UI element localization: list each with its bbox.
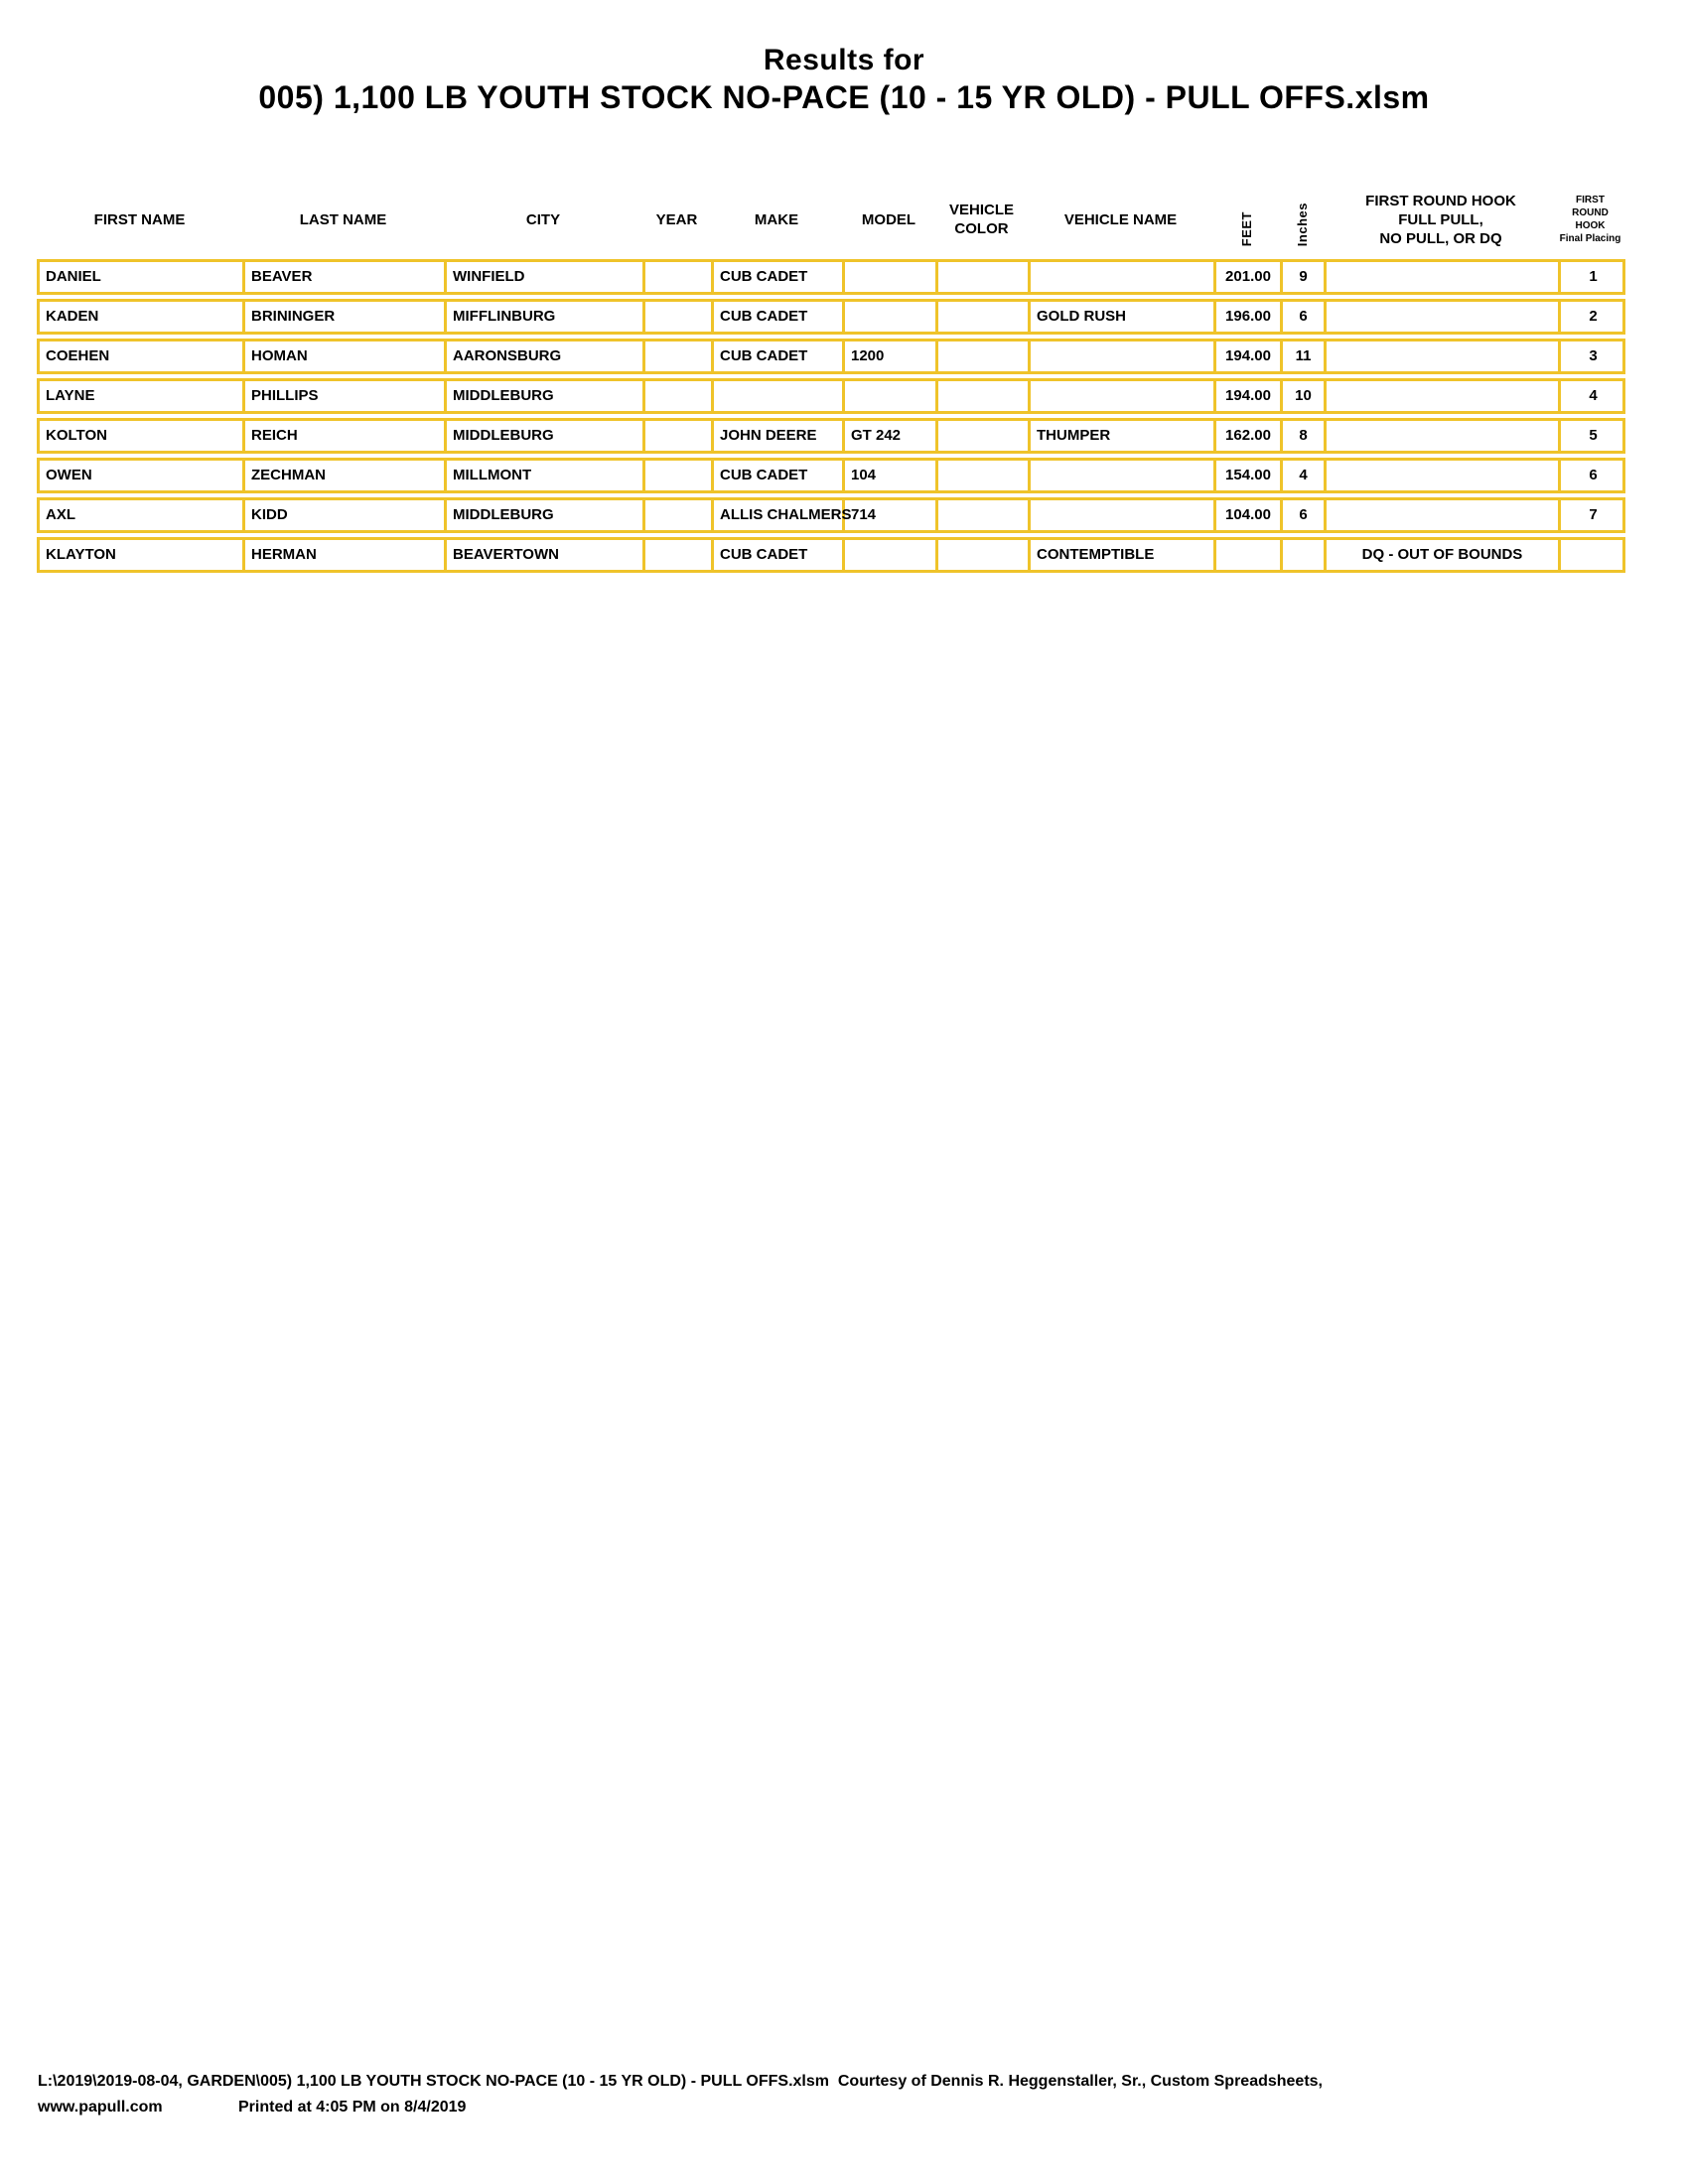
column-header-label: MODEL [861, 210, 916, 228]
cell-first_round_hook: DQ - OUT OF BOUNDS [1327, 540, 1561, 570]
table-row-3 [37, 339, 1625, 374]
cell-vehicle_color [938, 341, 1031, 371]
cell-first_name: KLAYTON [40, 540, 245, 570]
footer-printed-timestamp: Printed at 4:05 PM on 8/4/2019 [238, 2099, 467, 2116]
cell-city: MILLMONT [447, 461, 645, 490]
cell-model [845, 381, 938, 411]
column-header-label: MAKE [754, 210, 799, 228]
cell-last_name: REICH [245, 421, 447, 451]
cell-first_name: LAYNE [40, 381, 245, 411]
column-header-label: HOOK [1575, 220, 1606, 231]
cell-inches: 10 [1283, 381, 1327, 411]
cell-first_name: AXL [40, 500, 245, 530]
cell-first_name: KOLTON [40, 421, 245, 451]
cell-final_placing [1561, 540, 1625, 570]
cell-year [645, 421, 714, 451]
cell-model: GT 242 [845, 421, 938, 451]
cell-first_round_hook [1327, 341, 1561, 371]
table-row-6 [37, 458, 1625, 493]
table-row-1 [37, 259, 1625, 295]
cell-city: BEAVERTOWN [447, 540, 645, 570]
cell-make: JOHN DEERE [714, 421, 845, 451]
cell-inches: 6 [1283, 302, 1327, 332]
cell-vehicle_name [1031, 500, 1216, 530]
cell-city: WINFIELD [447, 262, 645, 292]
cell-vehicle_name: GOLD RUSH [1031, 302, 1216, 332]
cell-city: AARONSBURG [447, 341, 645, 371]
cell-final_placing: 4 [1589, 387, 1598, 404]
cell-make: CUB CADET [714, 461, 845, 490]
column-header-vehicle_color [935, 201, 1028, 238]
column-header-first_name [37, 210, 242, 229]
cell-vehicle_color [938, 421, 1031, 451]
column-header-label: LAST NAME [299, 210, 387, 228]
cell-year [645, 500, 714, 530]
cell-vehicle_color [938, 302, 1031, 332]
cell-feet: 162.00 [1216, 421, 1283, 451]
cell-last_name: KIDD [245, 500, 447, 530]
cell-feet: 194.00 [1216, 341, 1283, 371]
cell-city: MIDDLEBURG [447, 421, 645, 451]
cell-vehicle_color [938, 262, 1031, 292]
column-header-label: Inches [1294, 202, 1310, 246]
column-header-last_name [242, 210, 444, 229]
cell-first_round_hook [1327, 381, 1561, 411]
cell-feet: 196.00 [1216, 302, 1283, 332]
cell-make [714, 381, 845, 411]
cell-first_round_hook [1327, 262, 1561, 292]
cell-model [845, 540, 938, 570]
table-row-5 [37, 418, 1625, 454]
cell-city: MIDDLEBURG [447, 500, 645, 530]
column-header-label: YEAR [655, 210, 698, 228]
column-header-final_placing [1558, 194, 1622, 245]
cell-last_name: ZECHMAN [245, 461, 447, 490]
cell-model: 104 [845, 461, 938, 490]
cell-first_name: DANIEL [40, 262, 245, 292]
cell-inches: 11 [1283, 341, 1327, 371]
cell-first_name: COEHEN [40, 341, 245, 371]
cell-final_placing: 1 [1589, 268, 1598, 285]
table-row-4 [37, 378, 1625, 414]
cell-last_name: PHILLIPS [245, 381, 447, 411]
cell-make: CUB CADET [714, 341, 845, 371]
table-row-2 [37, 299, 1625, 335]
table-header-row [37, 184, 1625, 255]
cell-final_placing: 3 [1589, 347, 1598, 364]
cell-last_name: BRININGER [245, 302, 447, 332]
table-row-7 [37, 497, 1625, 533]
cell-inches: 8 [1283, 421, 1327, 451]
cell-first_round_hook [1327, 461, 1561, 490]
table-row-8 [37, 537, 1625, 573]
cell-city: MIDDLEBURG [447, 381, 645, 411]
column-header-label: CITY [525, 210, 561, 228]
cell-first_name: OWEN [40, 461, 245, 490]
column-header-label: VEHICLE [948, 202, 1014, 218]
cell-feet [1216, 540, 1283, 570]
column-header-inches [1280, 203, 1324, 255]
column-header-year [642, 210, 711, 229]
cell-vehicle_color [938, 461, 1031, 490]
cell-vehicle_color [938, 500, 1031, 530]
cell-inches: 6 [1283, 500, 1327, 530]
cell-model: 1200 [845, 341, 938, 371]
cell-inches: 4 [1283, 461, 1327, 490]
column-header-city [444, 210, 642, 229]
cell-first_name: KADEN [40, 302, 245, 332]
footer-file-path: L:\2019\2019-08-04, GARDEN\005) 1,100 LB YOUTH STOCK NO-PACE (10 - 15 YR OLD) - PULL OFFS.xlsm Courtesy of Dennis R. Heggenstaller, Sr., Custom Spreadsheets, [38, 2073, 1323, 2090]
cell-vehicle_name: THUMPER [1031, 421, 1216, 451]
column-header-label: COLOR [954, 220, 1009, 237]
cell-vehicle_name [1031, 461, 1216, 490]
column-header-feet [1213, 211, 1280, 255]
column-header-first_round_hook [1324, 192, 1558, 248]
column-header-label: NO PULL, OR DQ [1379, 229, 1502, 247]
cell-vehicle_name [1031, 381, 1216, 411]
cell-model: 714 [845, 500, 938, 530]
page-subtitle: 005) 1,100 LB YOUTH STOCK NO-PACE (10 - 15 YR OLD) - PULL OFFS.xlsm [258, 79, 1430, 115]
footer-website: www.papull.com [38, 2099, 163, 2116]
cell-make: CUB CADET [714, 302, 845, 332]
cell-year [645, 540, 714, 570]
column-header-make [711, 210, 842, 229]
column-header-model [842, 210, 935, 229]
cell-feet: 201.00 [1216, 262, 1283, 292]
column-header-label: FIRST NAME [93, 210, 186, 228]
cell-inches [1283, 540, 1327, 570]
column-header-label: FEET [1239, 210, 1254, 246]
cell-feet: 194.00 [1216, 381, 1283, 411]
cell-first_round_hook [1327, 421, 1561, 451]
cell-final_placing: 2 [1589, 308, 1598, 325]
cell-feet: 154.00 [1216, 461, 1283, 490]
cell-inches: 9 [1283, 262, 1327, 292]
cell-last_name: HERMAN [245, 540, 447, 570]
cell-first_round_hook [1327, 500, 1561, 530]
results-table [37, 184, 1625, 573]
cell-first_round_hook [1327, 302, 1561, 332]
cell-vehicle_name: CONTEMPTIBLE [1031, 540, 1216, 570]
column-header-label: FIRST ROUND [1572, 195, 1609, 218]
column-header-label: FIRST ROUND HOOK [1365, 192, 1516, 209]
cell-year [645, 302, 714, 332]
cell-year [645, 341, 714, 371]
cell-year [645, 461, 714, 490]
cell-last_name: BEAVER [245, 262, 447, 292]
cell-model [845, 262, 938, 292]
cell-make: ALLIS CHALMERS [714, 500, 845, 530]
cell-vehicle_name [1031, 262, 1216, 292]
cell-vehicle_color [938, 540, 1031, 570]
cell-vehicle_name [1031, 341, 1216, 371]
cell-city: MIFFLINBURG [447, 302, 645, 332]
cell-final_placing: 5 [1589, 427, 1598, 444]
cell-year [645, 381, 714, 411]
column-header-label: FULL PULL, [1398, 210, 1483, 228]
cell-make: CUB CADET [714, 262, 845, 292]
cell-feet: 104.00 [1216, 500, 1283, 530]
page-title: Results for [763, 44, 925, 76]
cell-model [845, 302, 938, 332]
cell-last_name: HOMAN [245, 341, 447, 371]
column-header-label: VEHICLE NAME [1063, 210, 1178, 228]
column-header-vehicle_name [1028, 210, 1213, 229]
cell-year [645, 262, 714, 292]
table-body [37, 259, 1625, 573]
cell-vehicle_color [938, 381, 1031, 411]
column-header-label: Final Placing [1559, 233, 1621, 244]
cell-make: CUB CADET [714, 540, 845, 570]
cell-final_placing: 6 [1589, 467, 1598, 483]
cell-final_placing: 7 [1589, 506, 1598, 523]
